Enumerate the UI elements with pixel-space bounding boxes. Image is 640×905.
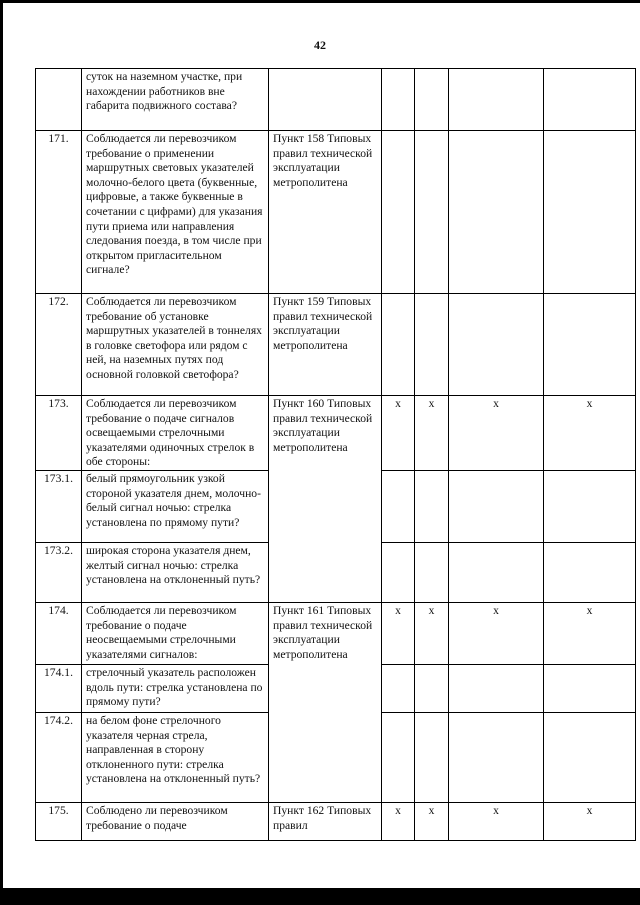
scan-edge xyxy=(0,888,640,905)
status-mark: x xyxy=(382,396,415,471)
row-number: 172. xyxy=(36,294,82,396)
row-number: 174.2. xyxy=(36,712,82,802)
status-mark: x xyxy=(415,396,449,471)
row-question: суток на наземном участке, при нахождении работников вне габарита подвижного состава? xyxy=(82,69,269,131)
status-mark: x xyxy=(449,396,544,471)
row-number: 173.2. xyxy=(36,542,82,602)
table-row xyxy=(36,602,636,664)
status-mark: x xyxy=(544,396,636,471)
table-row xyxy=(36,131,636,294)
requirements-table xyxy=(35,68,636,841)
row-question: стрелочный указатель расположен вдоль пути: стрелка установлена по прямому пути? xyxy=(82,664,269,712)
row-number: 175. xyxy=(36,802,82,840)
row-question: Соблюдается ли перевозчиком требование о применении маршрутных световых указателей молочно-белого цвета (буквенные, цифровые, а также буквенные в сочетании с цифрами) для указания пути приема или направления следования поезда, в том числе при открытом пригласительном сигнале? xyxy=(82,131,269,294)
row-number: 174.1. xyxy=(36,664,82,712)
status-mark: x xyxy=(449,602,544,664)
row-question: белый прямоугольник узкой стороной указателя днем, молочно-белый сигнал ночью: стрелка установлена по прямому пути? xyxy=(82,470,269,542)
row-number xyxy=(36,69,82,131)
row-reference xyxy=(269,69,382,131)
row-number: 171. xyxy=(36,131,82,294)
row-number: 173.1. xyxy=(36,470,82,542)
status-mark: x xyxy=(382,602,415,664)
status-mark: x xyxy=(382,802,415,840)
status-mark: x xyxy=(449,802,544,840)
row-number: 173. xyxy=(36,396,82,471)
row-question: Соблюдено ли перевозчиком требование о подаче xyxy=(82,802,269,840)
row-question: широкая сторона указателя днем, желтый сигнал ночью: стрелка установлена на отклоненный путь? xyxy=(82,542,269,602)
page-number: 42 xyxy=(314,38,326,52)
status-mark: x xyxy=(415,602,449,664)
row-question: Соблюдается ли перевозчиком требование об установке маршрутных указателей в тоннелях в головке светофора или рядом с ней, на наземных путях под основной головкой светофора? xyxy=(82,294,269,396)
row-question: Соблюдается ли перевозчиком требование о подаче неосвещаемыми стрелочными указателями сигналов: xyxy=(82,602,269,664)
row-question: на белом фоне стрелочного указателя черная стрела, направленная в сторону отклоненного пути: стрелка установлена на отклоненный путь? xyxy=(82,712,269,802)
status-mark: x xyxy=(415,802,449,840)
table-row xyxy=(36,802,636,840)
row-reference: Пункт 160 Типовых правил технической эксплуатации метрополитена xyxy=(269,396,382,603)
row-question: Соблюдается ли перевозчиком требование о подаче сигналов освещаемыми стрелочными указателями одиночных стрелок в обе стороны: xyxy=(82,396,269,471)
row-reference: Пункт 162 Типовых правил xyxy=(269,802,382,840)
row-reference: Пункт 161 Типовых правил технической эксплуатации метрополитена xyxy=(269,602,382,802)
row-reference: Пункт 159 Типовых правил технической эксплуатации метрополитена xyxy=(269,294,382,396)
row-reference: Пункт 158 Типовых правил технической эксплуатации метрополитена xyxy=(269,131,382,294)
table-row xyxy=(36,396,636,471)
status-mark: x xyxy=(544,802,636,840)
table-row xyxy=(36,294,636,396)
status-mark: x xyxy=(544,602,636,664)
table-row xyxy=(36,69,636,131)
row-number: 174. xyxy=(36,602,82,664)
